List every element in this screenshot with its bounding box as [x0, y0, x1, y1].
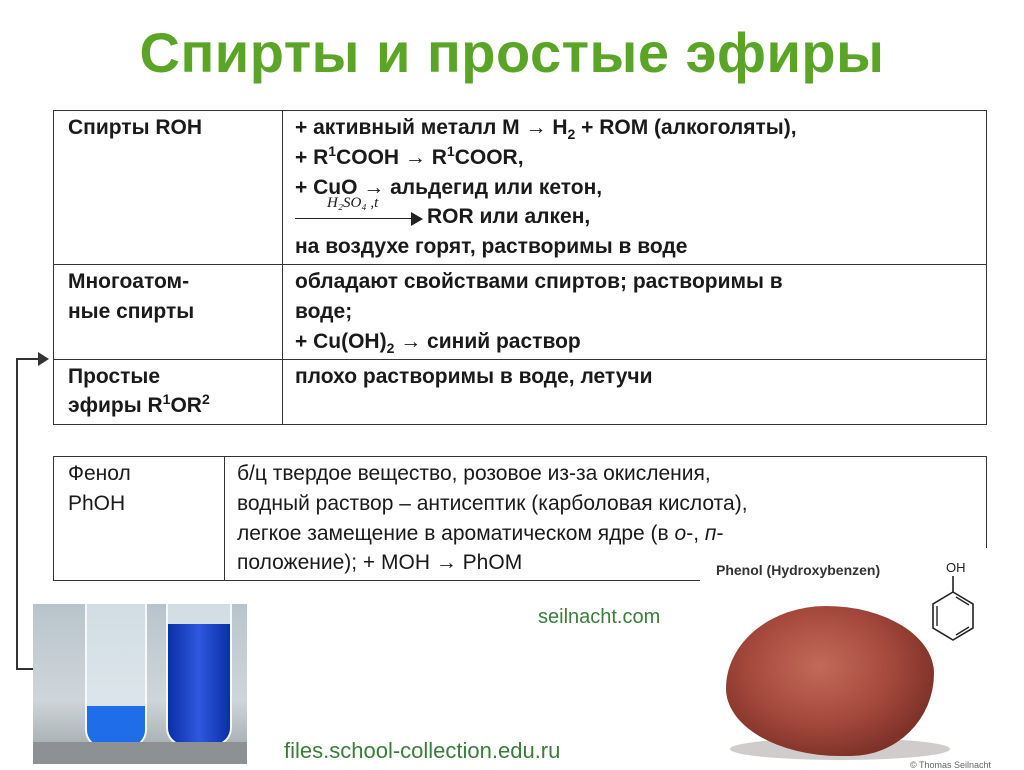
- alcohols-line-1: + активный металл $M \to H_2$ + ROM (алкоголяты),: [295, 116, 797, 143]
- row-label-polyols: Многоатом- ные спирты: [54, 265, 283, 359]
- alcohols-line-5: на воздухе горят, растворимы в воде: [295, 235, 688, 259]
- source-school-collection[interactable]: files.school-collection.edu.ru: [284, 738, 561, 763]
- row-label-phenol: Фенол PhOH: [54, 457, 225, 581]
- arrow-icon: →: [363, 175, 385, 199]
- arrow-icon: →: [404, 145, 426, 169]
- alcohols-line-3: + CuO → альдегид или кетон,: [295, 175, 603, 199]
- phenol-photo-panel: [700, 548, 1024, 770]
- table-row-polyols: [54, 265, 987, 359]
- phenol-caption: Phenol (Hydroxybenzen): [716, 562, 881, 578]
- copyright-text: © Thomas Seilnacht: [910, 760, 992, 770]
- table-row-ethers: [54, 359, 987, 424]
- oh-label: OH: [946, 560, 966, 575]
- row-content-polyols: обладают свойствами спиртов; растворимы в воде; + $Cu(OH)_2$ → синий раствор: [283, 265, 987, 359]
- loop-arrow-bottom: [16, 668, 34, 670]
- test-tube-light-blue: [85, 604, 147, 748]
- arrow-icon: →: [400, 329, 422, 353]
- loop-arrow-head-icon: [38, 352, 49, 366]
- arrow-icon: →: [525, 116, 547, 139]
- alcohols-line-4: H₂SO₄ ,t ROR или алкен,: [295, 202, 978, 232]
- phenol-structure-icon: [922, 558, 984, 648]
- page-title: Спирты и простые эфиры: [139, 21, 885, 84]
- phenol-crystal-image: [726, 606, 934, 756]
- row-label-ethers: Простые эфиры $R^1OR^2$: [54, 359, 283, 424]
- alcohols-line-2: + $R^1COOH$ → $R^1COOR$,: [295, 142, 524, 169]
- row-content-phenol: б/ц твердое вещество, розовое из-за окисления, водный раствор – антисептик (карболовая кислота), легкое замещение в ароматическом ядре (в о-, п- положение); + MOH → PhOM: [225, 457, 987, 581]
- properties-table: [53, 110, 987, 425]
- reaction-condition-label: H₂SO₄ ,t: [327, 194, 379, 211]
- row-label-alcohols: Спирты ROH: [54, 111, 283, 265]
- test-tubes-photo: [33, 604, 247, 764]
- row-content-alcohols: [283, 111, 987, 265]
- table-row-alcohols: [54, 111, 987, 265]
- row-content-ethers: плохо растворимы в воде, летучи: [283, 359, 987, 424]
- loop-arrow-vertical: [16, 358, 18, 670]
- arrow-icon: →: [435, 551, 457, 575]
- test-tube-dark-blue: [166, 604, 232, 746]
- arrow-head-icon: [411, 212, 423, 226]
- reaction-condition-arrow: [295, 194, 423, 229]
- loop-arrow-top: [16, 358, 40, 360]
- source-seilnacht[interactable]: seilnacht.com: [538, 606, 661, 628]
